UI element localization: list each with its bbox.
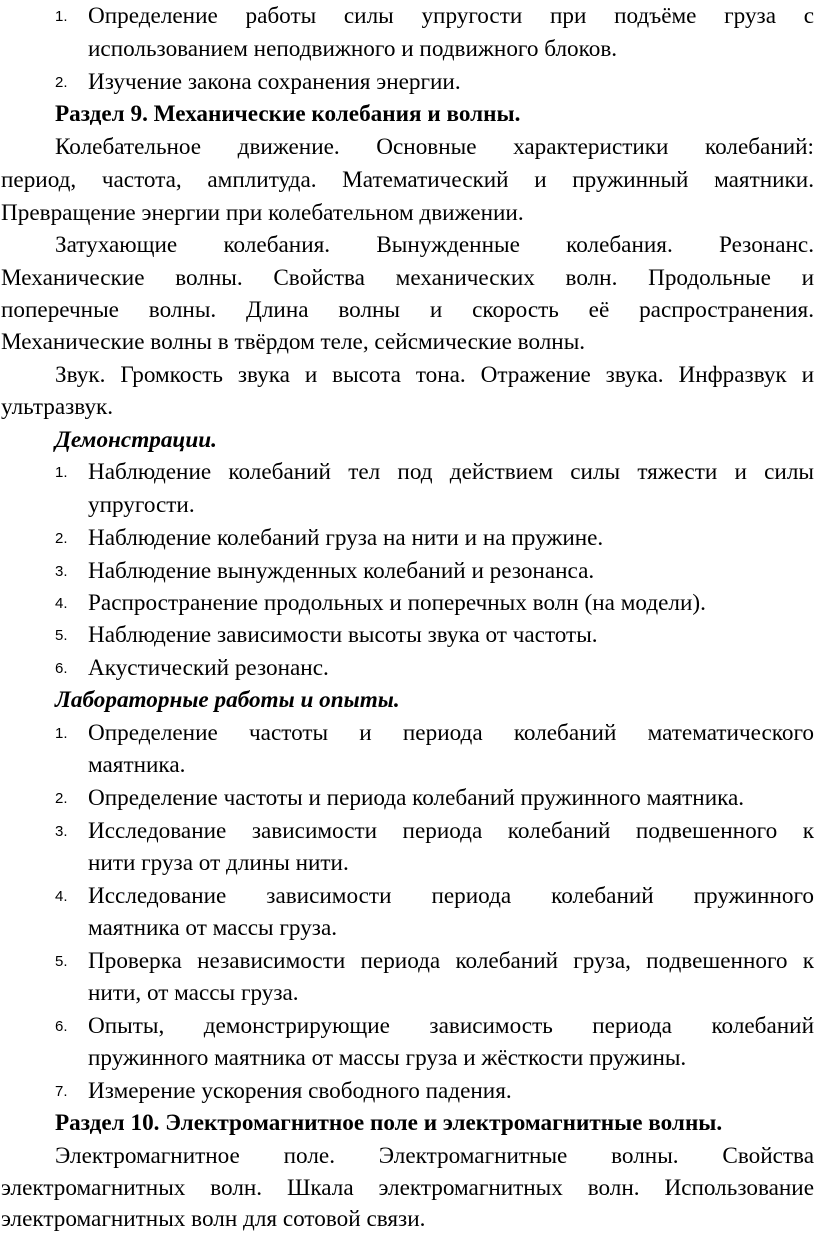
list-item-continuation (0, 912, 816, 944)
subsection-title: Лабораторные работы и опыты. (55, 687, 400, 713)
list-item (0, 66, 816, 98)
paragraph-line: электромагнитных волн. Шкала электромагнитных волн. Использование (1, 1175, 814, 1201)
paragraph-line: Колебательное движение. Основные характеристики колебаний: (55, 134, 814, 160)
list-item (0, 522, 816, 554)
list-text-line: Наблюдение колебаний тел под действием силы тяжести и силы (88, 459, 814, 485)
list-number: 2. (55, 790, 68, 807)
list-text-line: маятника. (88, 752, 186, 778)
list-number: 3. (55, 563, 68, 580)
list-text-line: Опыты, демонстрирующие зависимость периода колебаний (88, 1013, 814, 1039)
list-item-continuation (0, 749, 816, 781)
list-number: 5. (55, 953, 68, 970)
list-text-line: Исследование зависимости периода колебаний подвешенного к (88, 818, 814, 844)
list-text-line: упругости. (88, 492, 195, 518)
list-number: 2. (55, 74, 68, 91)
list-number: 4. (55, 595, 68, 612)
list-item-continuation (0, 977, 816, 1009)
list-text-line: Проверка независимости периода колебаний груза, подвешенного к (88, 948, 814, 974)
list-number: 6. (55, 1018, 68, 1035)
list-text-line: нити, от массы груза. (88, 980, 299, 1006)
list-item (0, 0, 816, 32)
list-text-line: маятника от массы груза. (88, 915, 338, 941)
list-item (0, 1075, 816, 1107)
list-text-line: Наблюдение зависимости высоты звука от частоты. (88, 622, 598, 648)
subsection-title: Демонстрации. (55, 427, 217, 453)
list-item-continuation (0, 33, 816, 65)
list-text-line: Определение частоты и периода колебаний математического (88, 720, 814, 746)
list-number: 5. (55, 627, 68, 644)
paragraph-line: Превращение энергии при колебательном движении. (1, 200, 524, 226)
list-number: 1. (55, 464, 68, 481)
list-item (0, 555, 816, 587)
list-text-line: Наблюдение вынужденных колебаний и резонанса. (88, 558, 595, 584)
section-heading: Раздел 9. Механические колебания и волны. (55, 101, 521, 127)
list-text-line: нити груза от длины нити. (88, 850, 349, 876)
list-number: 7. (55, 1083, 68, 1100)
paragraph-line: электромагнитных волн для сотовой связи. (1, 1206, 426, 1232)
paragraph-line: поперечные волны. Длина волны и скорость её распространения. (1, 297, 814, 323)
list-text-line: Определение частоты и периода колебаний пружинного маятника. (88, 785, 745, 811)
list-text-line: Исследование зависимости периода колебаний пружинного (88, 883, 814, 909)
list-text-line: Определение работы силы упругости при подъёме груза с (88, 3, 814, 29)
list-text-line: использованием неподвижного и подвижного блоков. (88, 36, 618, 62)
list-item (0, 717, 816, 749)
list-text-line: пружинного маятника от массы груза и жёсткости пружины. (88, 1045, 687, 1071)
section-heading: Раздел 10. Электромагнитное поле и электромагнитные волны. (55, 1110, 723, 1136)
list-item (0, 1010, 816, 1042)
list-item (0, 619, 816, 651)
list-item-continuation (0, 1042, 816, 1074)
list-text-line: Акустический резонанс. (88, 655, 329, 681)
list-item (0, 815, 816, 847)
list-number: 6. (55, 660, 68, 677)
list-item-continuation (0, 489, 816, 521)
paragraph-line: ультразвук. (1, 394, 114, 420)
list-number: 2. (55, 530, 68, 547)
list-text-line: Изучение закона сохранения энергии. (88, 69, 461, 95)
paragraph-line: Затухающие колебания. Вынужденные колебания. Резонанс. (55, 232, 814, 258)
list-number: 1. (55, 8, 68, 25)
list-item (0, 652, 816, 684)
list-number: 1. (55, 725, 68, 742)
list-item-continuation (0, 847, 816, 879)
list-text-line: Наблюдение колебаний груза на нити и на пружине. (88, 525, 604, 551)
list-item (0, 456, 816, 488)
list-item (0, 782, 816, 814)
list-text-line: Распространение продольных и поперечных волн (на модели). (88, 590, 706, 616)
paragraph-line: Механические волны в твёрдом теле, сейсмические волны. (1, 329, 586, 355)
paragraph-line: Механические волны. Свойства механических волн. Продольные и (1, 265, 814, 291)
list-text-line: Измерение ускорения свободного падения. (88, 1078, 512, 1104)
paragraph-line: Звук. Громкость звука и высота тона. Отражение звука. Инфразвук и (55, 362, 814, 388)
list-number: 3. (55, 823, 68, 840)
paragraph-line: Электромагнитное поле. Электромагнитные волны. Свойства (55, 1143, 814, 1169)
paragraph-line: период, частота, амплитуда. Математический и пружинный маятники. (1, 167, 814, 193)
list-item (0, 945, 816, 977)
list-item (0, 587, 816, 619)
list-number: 4. (55, 888, 68, 905)
list-item (0, 880, 816, 912)
